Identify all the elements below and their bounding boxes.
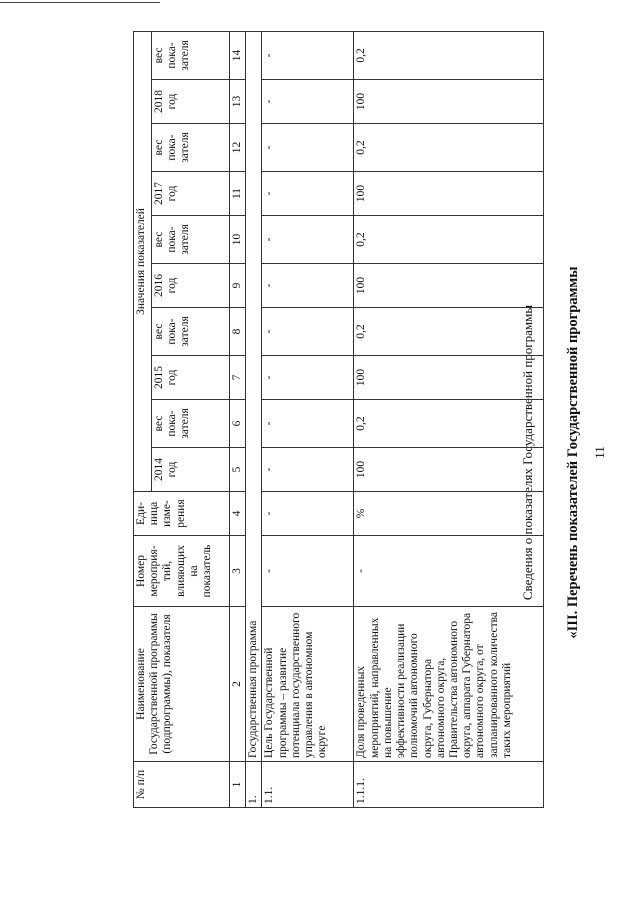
row-num: 1.1.1. (354, 762, 544, 808)
section-row (246, 31, 262, 807)
row-value: - (262, 124, 354, 172)
header-weight-2015: вес пока-зателя (152, 308, 230, 356)
row-value: 100 (354, 172, 544, 216)
header-row-group (134, 31, 152, 807)
column-index: 13 (230, 80, 246, 124)
document-subtitle: Сведения о показателях Государственной программы (520, 304, 535, 601)
header-values-group: Значения показателей (134, 31, 152, 491)
row-measures: - (262, 536, 354, 607)
column-index: 1 (230, 762, 246, 808)
row-value: - (262, 400, 354, 448)
row-name: Цель Государственной программы – развитие потенциала государственного управления в автономном округе (262, 607, 354, 762)
row-value: 100 (354, 448, 544, 492)
column-index: 14 (230, 31, 246, 79)
header-weight-2017: вес пока-зателя (152, 124, 230, 172)
row-num: 1.1. (262, 762, 354, 808)
header-name: Наименование Государственной программы (подпрограммы), показателя (134, 607, 230, 762)
row-value: - (262, 80, 354, 124)
row-value: - (262, 216, 354, 264)
indicators-table (133, 31, 544, 808)
document-title: «III. Перечень показателей Государственной программы (565, 266, 581, 639)
row-unit: - (262, 492, 354, 536)
header-year-2017: 2017 год (152, 172, 230, 216)
row-value: 0,2 (354, 124, 544, 172)
row-value: - (262, 172, 354, 216)
header-unit: Еди-ница изме-рения (134, 492, 230, 536)
column-index: 12 (230, 124, 246, 172)
column-index: 11 (230, 172, 246, 216)
row-value: - (262, 356, 354, 400)
row-value: 100 (354, 264, 544, 308)
row-value: - (262, 308, 354, 356)
table-row (262, 31, 354, 807)
column-index: 10 (230, 216, 246, 264)
row-value: 0,2 (354, 216, 544, 264)
row-name: Доля проведенных мероприятий, направленных на повышение эффективности реализации полномочий автономного округа, Губернатора автономного округа, Правительства автономного округа, аппарата Губернатора автономного округа, от запланированного количества таких мероприятий (354, 607, 544, 762)
header-year-2018: 2018 год (152, 80, 230, 124)
header-measures: Номер мероприя-тий, влияющих на показатель (134, 536, 230, 607)
row-value: - (262, 264, 354, 308)
header-num: № п/п (134, 762, 230, 808)
section-num: 1. (246, 762, 262, 808)
column-index: 2 (230, 607, 246, 762)
column-index: 5 (230, 448, 246, 492)
row-value: 100 (354, 356, 544, 400)
column-index: 7 (230, 356, 246, 400)
page-number: 11 (592, 446, 607, 459)
header-weight-2018: вес пока-зателя (152, 31, 230, 79)
row-unit: % (354, 492, 544, 536)
header-year-2016: 2016 год (152, 264, 230, 308)
column-index: 8 (230, 308, 246, 356)
column-index-row (230, 31, 246, 807)
table-row (354, 31, 544, 807)
section-label: Государственная программа (246, 31, 262, 761)
row-value: 100 (354, 80, 544, 124)
row-value: 0,2 (354, 308, 544, 356)
header-weight-2016: вес пока-зателя (152, 216, 230, 264)
header-year-2015: 2015 год (152, 356, 230, 400)
row-value: - (262, 31, 354, 79)
header-weight-2014: вес пока-зателя (152, 400, 230, 448)
row-value: 0,2 (354, 400, 544, 448)
row-value: - (262, 448, 354, 492)
column-index: 4 (230, 492, 246, 536)
header-year-2014: 2014 год (152, 448, 230, 492)
column-index: 6 (230, 400, 246, 448)
column-index: 3 (230, 536, 246, 607)
row-value: 0,2 (354, 31, 544, 79)
column-index: 9 (230, 264, 246, 308)
row-measures: - (354, 536, 544, 607)
